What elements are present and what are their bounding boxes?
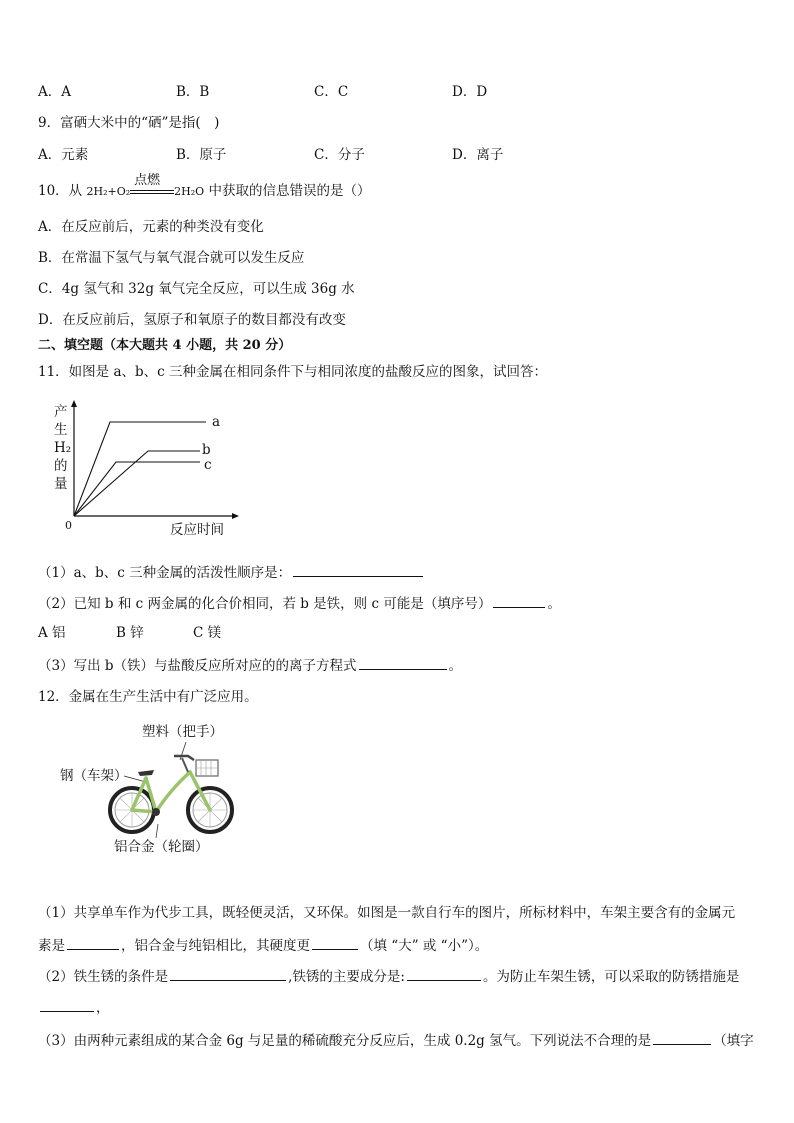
x-axis-arrow-icon xyxy=(232,513,239,519)
y-label-4: 的 xyxy=(54,458,68,474)
curve-label-a: a xyxy=(212,414,221,430)
q10-option-b: B．在常温下氢气与氧气混合就可以发生反应 xyxy=(38,250,305,266)
q8-option-c: C．C xyxy=(314,84,349,100)
q10-stem xyxy=(38,172,371,201)
curve-label-c: c xyxy=(204,457,212,473)
q11-sub2-text: （2）已知 b 和 c 两金属的化合价相同，若 b 是铁，则 c 可能是（填序号） xyxy=(38,596,492,612)
q12-sub1-blank-2[interactable] xyxy=(312,935,358,950)
q10-eq-left: 2H₂+O₂ xyxy=(86,185,131,198)
label-alloy: 铝合金（轮圈） xyxy=(114,839,209,855)
curve-label-b: b xyxy=(202,442,211,458)
q12-sub2-blank-2[interactable] xyxy=(407,966,481,981)
q11-sub2-end: 。 xyxy=(547,596,561,612)
q12-sub2-text-c: 。为防止车架生锈，可以采取的防锈措施是 xyxy=(482,969,740,985)
q10-prefix: 10．从 xyxy=(38,183,83,199)
q12-sub2-blank-1[interactable] xyxy=(170,966,286,981)
q8-option-a: A．A xyxy=(38,84,71,100)
q10-condition: 点燃 xyxy=(134,172,161,188)
q12-sub1-blank-1[interactable] xyxy=(67,935,119,950)
q11-sub1-text: （1）a、b、c 三种金属的活泼性顺序是： xyxy=(38,565,292,581)
q11-sub2 xyxy=(38,593,561,613)
q8-option-d: D．D xyxy=(452,84,488,100)
q12-sub1-text-c: （填 “大” 或 “小”）。 xyxy=(360,938,489,954)
q11-sub3-end: 。 xyxy=(448,658,463,674)
q10-suffix: 中获取的信息错误的是（） xyxy=(208,183,371,199)
q12-sub1-line1: （1）共享单车作为代步工具，既轻便灵活，又环保。如图是一款自行车的图片，所标材料中，车架主要含有的金属元 xyxy=(38,905,736,921)
q12-sub3-text-a: （3）由两种元素组成的某合金 6g 与足量的稀硫酸充分反应后，生成 0.2g 氢气。下列说法不合理的是 xyxy=(38,1033,652,1049)
q12-sub3 xyxy=(38,1030,754,1050)
q11-graph xyxy=(48,398,248,543)
q9-option-a: A．元素 xyxy=(38,147,89,163)
q11-sub1-blank[interactable] xyxy=(293,562,423,577)
q9-stem: 9．富硒大米中的“硒”是指( ) xyxy=(38,115,220,131)
q12-sub2-text-a: （2）铁生锈的条件是 xyxy=(38,969,169,985)
q12-stem: 12．金属在生产生活中有广泛应用。 xyxy=(38,689,258,705)
q11-sub3 xyxy=(38,655,462,675)
y-label-1: 产 xyxy=(54,404,68,420)
q11-sub1 xyxy=(38,562,425,582)
q11-sub2-blank[interactable] xyxy=(493,593,545,608)
q10-equation-arrow xyxy=(130,172,174,199)
q12-bicycle-figure xyxy=(60,720,260,860)
origin-label: 0 xyxy=(65,519,72,532)
q10-option-a: A．在反应前后，元素的种类没有变化 xyxy=(38,219,264,235)
q12-sub2-line1 xyxy=(38,966,739,986)
q11-choice-a: A 铝 xyxy=(38,625,66,641)
label-plastic: 塑料（把手） xyxy=(142,724,223,740)
section-title: 二、填空题（本大题共 4 小题，共 20 分） xyxy=(38,338,292,353)
q8-option-b: B．B xyxy=(176,84,210,100)
q12-sub2-blank-3[interactable] xyxy=(40,997,94,1012)
q11-sub3-text: （3）写出 b（铁）与盐酸反应所对应的的离子方程式 xyxy=(38,658,357,674)
y-label-5: 量 xyxy=(54,476,68,492)
y-axis-arrow-icon xyxy=(71,400,77,407)
q12-sub3-blank[interactable] xyxy=(653,1030,711,1045)
q11-stem: 11．如图是 a、b、c 三种金属在相同条件下与相同浓度的盐酸反应的图象，试回答： xyxy=(38,364,548,380)
q10-option-c: C．4g 氢气和 32g 氧气完全反应，可以生成 36g 水 xyxy=(38,281,355,297)
label-steel: 钢（车架） xyxy=(60,768,128,784)
x-axis-label: 反应时间 xyxy=(170,522,224,538)
bicycle-icon xyxy=(60,720,260,860)
curve-c xyxy=(74,462,200,516)
curve-b xyxy=(74,451,200,516)
y-label-3: H₂ xyxy=(54,440,72,456)
q11-choice-b: B 锌 xyxy=(116,625,144,641)
q12-sub3-text-b: （填字 xyxy=(713,1033,754,1049)
q12-sub2-line2 xyxy=(38,997,110,1017)
q12-sub1-line2 xyxy=(38,935,488,955)
q11-sub3-blank[interactable] xyxy=(359,655,447,670)
q10-eq-right: 2H₂O xyxy=(174,185,205,198)
q12-sub2-text-b: ,铁锈的主要成分是: xyxy=(288,969,405,985)
q12-sub2-end: ， xyxy=(96,1000,110,1016)
q9-option-d: D．离子 xyxy=(452,147,504,163)
q10-option-d: D．在反应前后，氢原子和氧原子的数目都没有改变 xyxy=(38,312,346,328)
q12-sub1-text-b: ，铝合金与纯铝相比，其硬度更 xyxy=(121,938,310,954)
q12-sub1-text-a: 素是 xyxy=(38,938,65,954)
y-label-2: 生 xyxy=(54,422,68,438)
q11-choice-c: C 镁 xyxy=(193,625,222,641)
q9-option-c: C．分子 xyxy=(314,147,365,163)
curve-a xyxy=(74,422,206,516)
q9-option-b: B．原子 xyxy=(176,147,227,163)
